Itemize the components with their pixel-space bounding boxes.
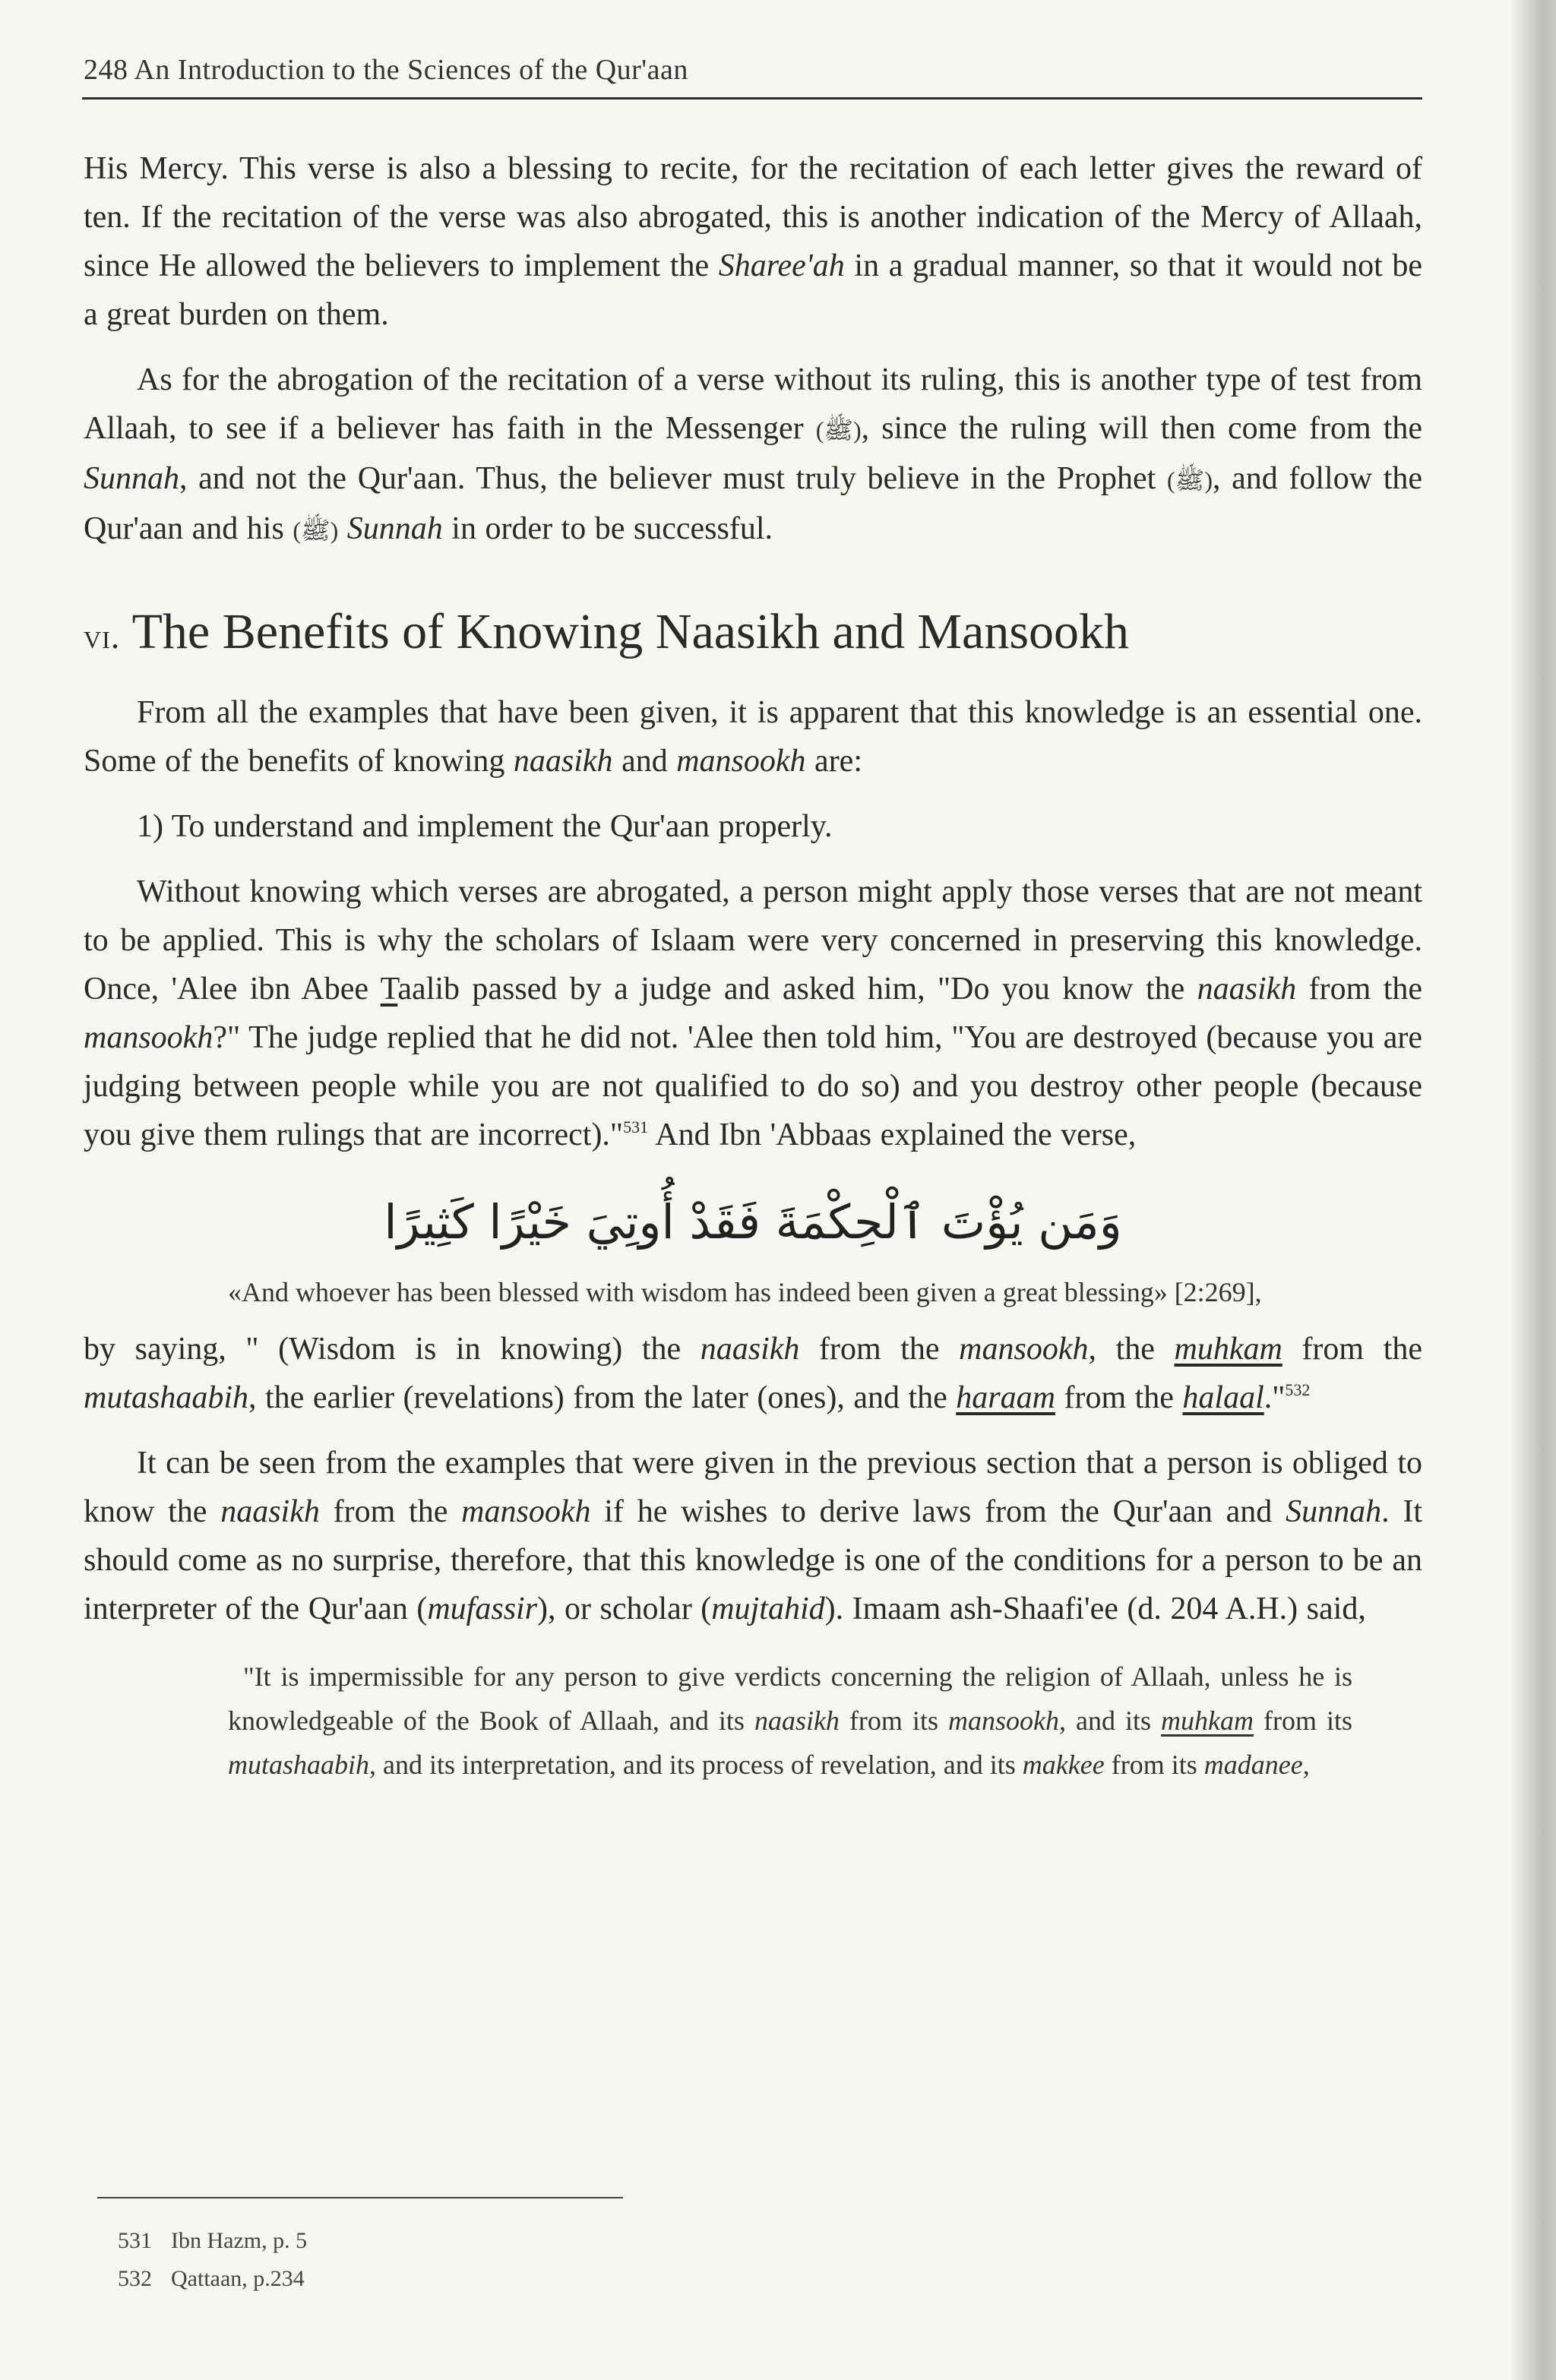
text: , and follow the Qur'aan and his (84, 461, 1423, 546)
term-mujtahid: mujtahid (711, 1591, 825, 1626)
text: It can be seen from the examples that were given in the previous section that a person is obliged to know the (84, 1446, 1422, 1529)
header-rule (82, 97, 1422, 100)
footnote-531 (118, 2222, 307, 2260)
term-naasikh: naasikh (700, 1332, 800, 1367)
book-spine-shadow (1512, 0, 1556, 2380)
term-mansookh: mansookh (84, 1020, 213, 1055)
footnote-ref-532: 532 (1285, 1380, 1311, 1399)
text: are: (805, 744, 862, 779)
underlined-letter: T (380, 972, 398, 1007)
text: , and its (1058, 1705, 1161, 1736)
salawat-symbol: (ﷺ) (293, 517, 339, 544)
paragraph-abrogation-recitation (84, 356, 1422, 555)
paragraph-wisdom (84, 1325, 1422, 1422)
arabic-verse: وَمَن يُؤْتَ ٱلْحِكْمَةَ فَقَدْ أُوتِيَ خَيْرًا كَثِيرًا (384, 1194, 1122, 1250)
text: ." (1263, 1380, 1286, 1415)
footnote-text: Ibn Hazm, p. 5 (171, 2228, 308, 2253)
text: if he wishes to derive laws from the Qur'aan and (590, 1494, 1286, 1529)
running-head: 248 An Introduction to the Sciences of the Qur'aan (84, 54, 688, 86)
term-sunnah: Sunnah (84, 461, 179, 496)
text: from the (1282, 1332, 1423, 1367)
paragraph-mercy (84, 144, 1422, 339)
text: from the (1296, 972, 1423, 1007)
list-item-1: 1) To understand and implement the Qur'aan properly. (137, 809, 833, 844)
term-mansookh: mansookh (959, 1332, 1089, 1367)
text: . It should come as no surprise, therefore, that this knowledge is one of the conditions for a person to be an interpreter of the Qur'aan ( (84, 1494, 1422, 1626)
text: ?" The judge replied that he did not. 'Alee then told him, "You are destroyed (because you are judging between people while you are not qualified to do so) and you destroy other people (because you give them rulings that are incorrect)." (84, 1020, 1422, 1152)
text: As for the abrogation of the recitation of a verse without its ruling, this is another type of test from Allaah, to see if a believer has faith in the Messenger (84, 362, 1422, 446)
term-mansookh: mansookh (947, 1705, 1059, 1736)
footnote-rule (97, 2197, 623, 2198)
text: Without knowing which verses are abrogated, a person might apply those verses that are not meant to be applied. This is why the scholars of Islaam were very concerned in preserving this knowledge. Once, 'Alee ibn Abee (84, 874, 1422, 1007)
text: from its (839, 1705, 948, 1736)
term-muhkam: muhkam (1174, 1332, 1282, 1367)
text: "It is impermissible for any person to give verdicts concerning the religion of Allaah, unless he is knowledgeable of the Book of Allaah, and its (228, 1661, 1352, 1736)
term-sunnah: Sunnah (346, 511, 443, 546)
term-mutashaabih: mutashaabih (84, 1380, 249, 1415)
text: aalib passed by a judge and asked him, "Do you know the (397, 972, 1197, 1007)
text: , and its interpretation, and its process of revelation, and its (369, 1749, 1023, 1780)
paragraph-conditions (84, 1439, 1422, 1633)
salawat-symbol: (ﷺ) (1167, 466, 1213, 494)
footnote-532 (118, 2260, 307, 2298)
text: , since the ruling will then come from the (861, 411, 1423, 446)
text: And Ibn 'Abbaas explained the verse, (648, 1117, 1137, 1152)
text: from the (1055, 1380, 1183, 1415)
term-madanee: madanee (1203, 1749, 1303, 1780)
paragraph-alee-judge (84, 868, 1422, 1159)
footnote-ref-531: 531 (623, 1117, 649, 1136)
section-title: The Benefits of Knowing Naasikh and Mansookh (131, 604, 1130, 659)
shaafiee-quote (228, 1655, 1352, 1787)
term-sunnah: Sunnah (1286, 1494, 1382, 1529)
term-naasikh: naasikh (754, 1705, 840, 1736)
footnote-number: 532 (118, 2266, 152, 2291)
text: , and not the Qur'aan. Thus, the believer must truly believe in the Prophet (179, 461, 1167, 496)
term-mansookh: mansookh (461, 1494, 591, 1529)
salawat-symbol: (ﷺ) (815, 416, 862, 444)
term-haraam: haraam (956, 1380, 1055, 1415)
term-naasikh: naasikh (1197, 972, 1297, 1007)
text: , (1302, 1749, 1310, 1780)
text: , the earlier (revelations) from the later (ones), and the (248, 1380, 957, 1415)
page-body (84, 144, 1422, 1787)
term-shareeah: Sharee'ah (718, 248, 845, 283)
section-heading (84, 602, 1422, 667)
term-mansookh: mansookh (676, 744, 806, 779)
term-mufassir: mufassir (427, 1591, 538, 1626)
text: in order to be successful. (442, 511, 773, 546)
footnote-text: Qattaan, p.234 (171, 2266, 305, 2291)
footnote-number: 531 (118, 2228, 152, 2253)
text: His Mercy. This verse is also a blessing to recite, for the recitation of each letter gives the reward of ten. If the recitation of the verse was also abrogated, this is another indication of the Mercy of Allaah, since He allowed the believers to implement the (84, 151, 1422, 283)
text: from its (1253, 1705, 1352, 1736)
text: , the (1088, 1332, 1175, 1367)
text: ), or scholar ( (537, 1591, 712, 1626)
paragraph-benefits-intro (84, 688, 1422, 785)
term-muhkam: muhkam (1161, 1705, 1254, 1736)
footnotes (118, 2222, 307, 2298)
section-number: vi. (84, 617, 121, 656)
text: From all the examples that have been given, it is apparent that this knowledge is an essential one. Some of the benefits of knowing (84, 695, 1422, 779)
term-halaal: halaal (1182, 1380, 1264, 1415)
verse-translation: «And whoever has been blessed with wisdom has indeed been given a great blessing» [2:269], (228, 1277, 1262, 1307)
text: from its (1104, 1749, 1204, 1780)
text: ). Imaam ash-Shaafi'ee (d. 204 A.H.) said, (824, 1591, 1366, 1626)
text: in a gradual manner, so that it would not be a great burden on them. (84, 248, 1423, 332)
term-mutashaabih: mutashaabih (228, 1749, 370, 1780)
text: and (612, 744, 677, 779)
text: from the (799, 1332, 960, 1367)
term-naasikh: naasikh (513, 744, 613, 779)
term-makkee: makkee (1022, 1749, 1105, 1780)
text: from the (319, 1494, 462, 1529)
term-naasikh: naasikh (220, 1494, 320, 1529)
text: by saying, " (Wisdom is in knowing) the (84, 1332, 701, 1367)
